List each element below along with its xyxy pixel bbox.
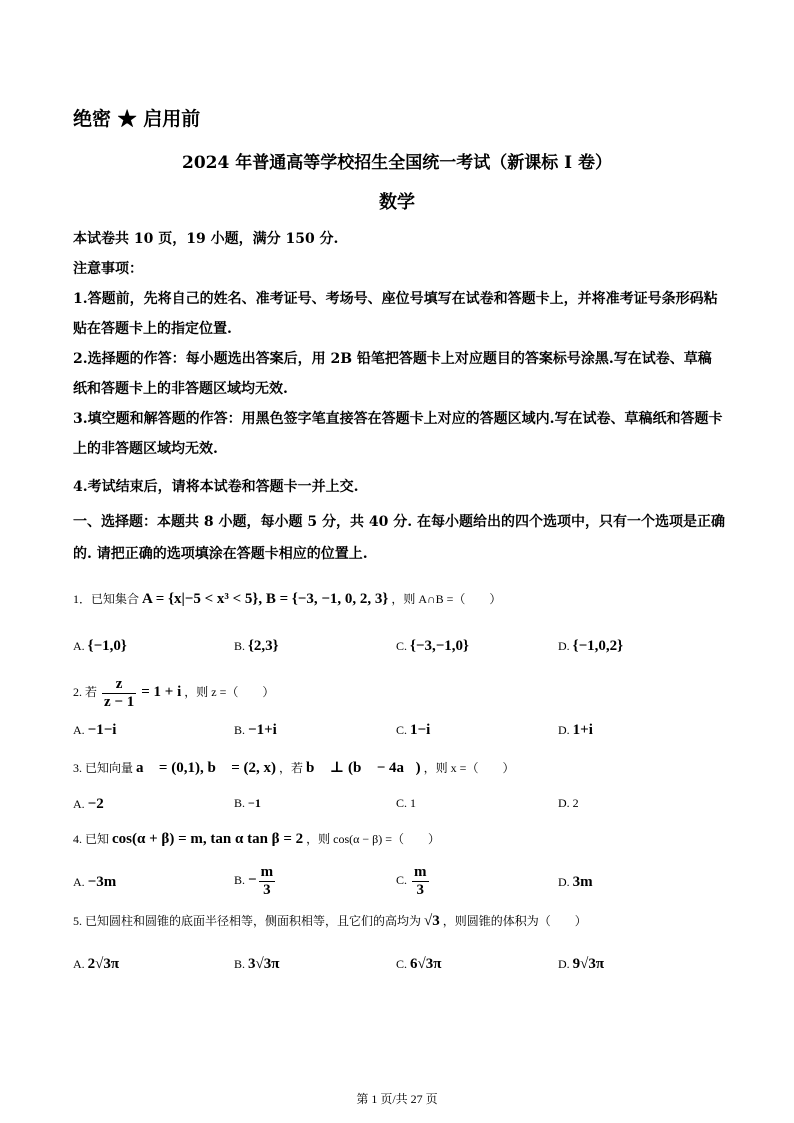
notice-label: 注意事项： xyxy=(73,261,143,277)
q5-option-d: D. 9√3π xyxy=(558,956,605,972)
q4-option-c: C. $\frac{m}{3}$ xyxy=(396,864,427,898)
q4-b-fraction: $\frac{m}{3}$ xyxy=(260,864,274,898)
q1-option-d: D. {−1,0,2} xyxy=(558,638,624,654)
q2-fraction: $\frac{z}{z - 1}$ xyxy=(104,676,135,710)
notice-1: 1.答题前，先将自己的姓名、准考证号、考场号、座位号填写在试卷和答题卡上，并将准考证号条形码粘贴在答题卡上的指定位置. xyxy=(73,291,718,337)
question-1 xyxy=(73,590,501,608)
q3-option-a: A. −2 xyxy=(73,796,104,812)
secret-label: 绝密 ★ 启用前 xyxy=(73,108,201,130)
question-4 xyxy=(73,830,440,848)
q5-math: √3 xyxy=(424,913,440,929)
q3-stem-mid: ，若 xyxy=(279,761,304,775)
q5-stem-pre: 5. 已知圆柱和圆锥的底面半径相等，侧面积相等，且它们的高均为 xyxy=(73,914,422,928)
q3-option-d: D. 2 xyxy=(558,796,579,810)
q2-math: = 1 + i xyxy=(141,683,182,700)
q5-option-b: B. 3√3π xyxy=(234,956,280,972)
q3-option-b: B. −1 xyxy=(234,796,261,810)
q3-stem-pre: 3. 已知向量 xyxy=(73,761,134,775)
q2-option-a: A. −1−i xyxy=(73,722,117,738)
q1-option-b: B. {2,3} xyxy=(234,638,279,654)
q1-stem-pre: 1．已知集合 xyxy=(73,592,140,606)
q4-c-fraction: $\frac{m}{3}$ xyxy=(414,864,427,898)
q1-math: A = {x|−5 < x³ < 5}, B = {−3, −1, 0, 2, 3} xyxy=(142,591,389,607)
page-footer: 第 1 页/共 27 页 xyxy=(356,1092,438,1106)
q4-stem-post: ，则 cos(α − β) =（ ） xyxy=(306,832,441,846)
section-heading: 一、选择题：本题共 8 小题，每小题 5 分，共 40 分. 在每小题给出的四个选项中，只有一个选项是正确的. 请把正确的选项填涂在答题卡相应的位置上. xyxy=(73,514,725,562)
intro-text: 本试卷共 10 页，19 小题，满分 150 分. xyxy=(73,231,339,247)
question-2 xyxy=(73,676,274,710)
subject-title: 数学 xyxy=(379,192,415,213)
q4-option-b: B. − $\frac{m}{3}$ xyxy=(234,864,274,898)
question-3 xyxy=(73,758,514,777)
notice-4: 4.考试结束后，请将本试卷和答题卡一并上交. xyxy=(73,479,359,495)
q5-stem-post: ，则圆锥的体积为（ ） xyxy=(442,914,587,928)
q4-math: cos(α + β) = m, tan α tan β = 2 xyxy=(112,831,304,847)
q3-option-c: C. 1 xyxy=(396,796,417,810)
q1-stem-post: ，则 A∩B =（ ） xyxy=(391,592,502,606)
q4-option-d: D. 3m xyxy=(558,874,593,890)
q2-option-d: D. 1+i xyxy=(558,722,593,738)
question-5 xyxy=(73,912,587,930)
q2-stem-post: ，则 z =（ ） xyxy=(184,684,275,699)
q5-option-c: C. 6√3π xyxy=(396,956,442,972)
exam-title: 2024 年普通高等学校招生全国统一考试（新课标 I 卷） xyxy=(181,153,613,173)
q3-math-2: b⃗ ⊥ (b⃗ − 4a⃗) xyxy=(306,760,421,776)
q2-option-b: B. −1+i xyxy=(234,722,277,738)
q4-option-a: A. −3m xyxy=(73,874,117,890)
notice-3: 3.填空题和解答题的作答：用黑色签字笔直接答在答题卡上对应的答题区域内.写在试卷、草稿纸和答题卡上的非答题区域均无效. xyxy=(73,411,723,457)
q1-option-a: A. {−1,0} xyxy=(73,638,127,654)
q2-stem-pre: 2. 若 xyxy=(73,684,98,699)
q3-stem-post: ，则 x =（ ） xyxy=(423,761,515,775)
q2-option-c: C. 1−i xyxy=(396,722,431,738)
q4-stem-pre: 4. 已知 xyxy=(73,832,110,846)
q3-math: a⃗ = (0,1), b⃗ = (2, x) xyxy=(136,760,277,776)
notice-2: 2.选择题的作答：每小题选出答案后，用 2B 铅笔把答题卡上对应题目的答案标号涂黑.写在试卷、草稿纸和答题卡上的非答题区域均无效. xyxy=(73,351,712,397)
q1-option-c: C. {−3,−1,0} xyxy=(396,638,469,654)
q5-option-a: A. 2√3π xyxy=(73,956,120,972)
